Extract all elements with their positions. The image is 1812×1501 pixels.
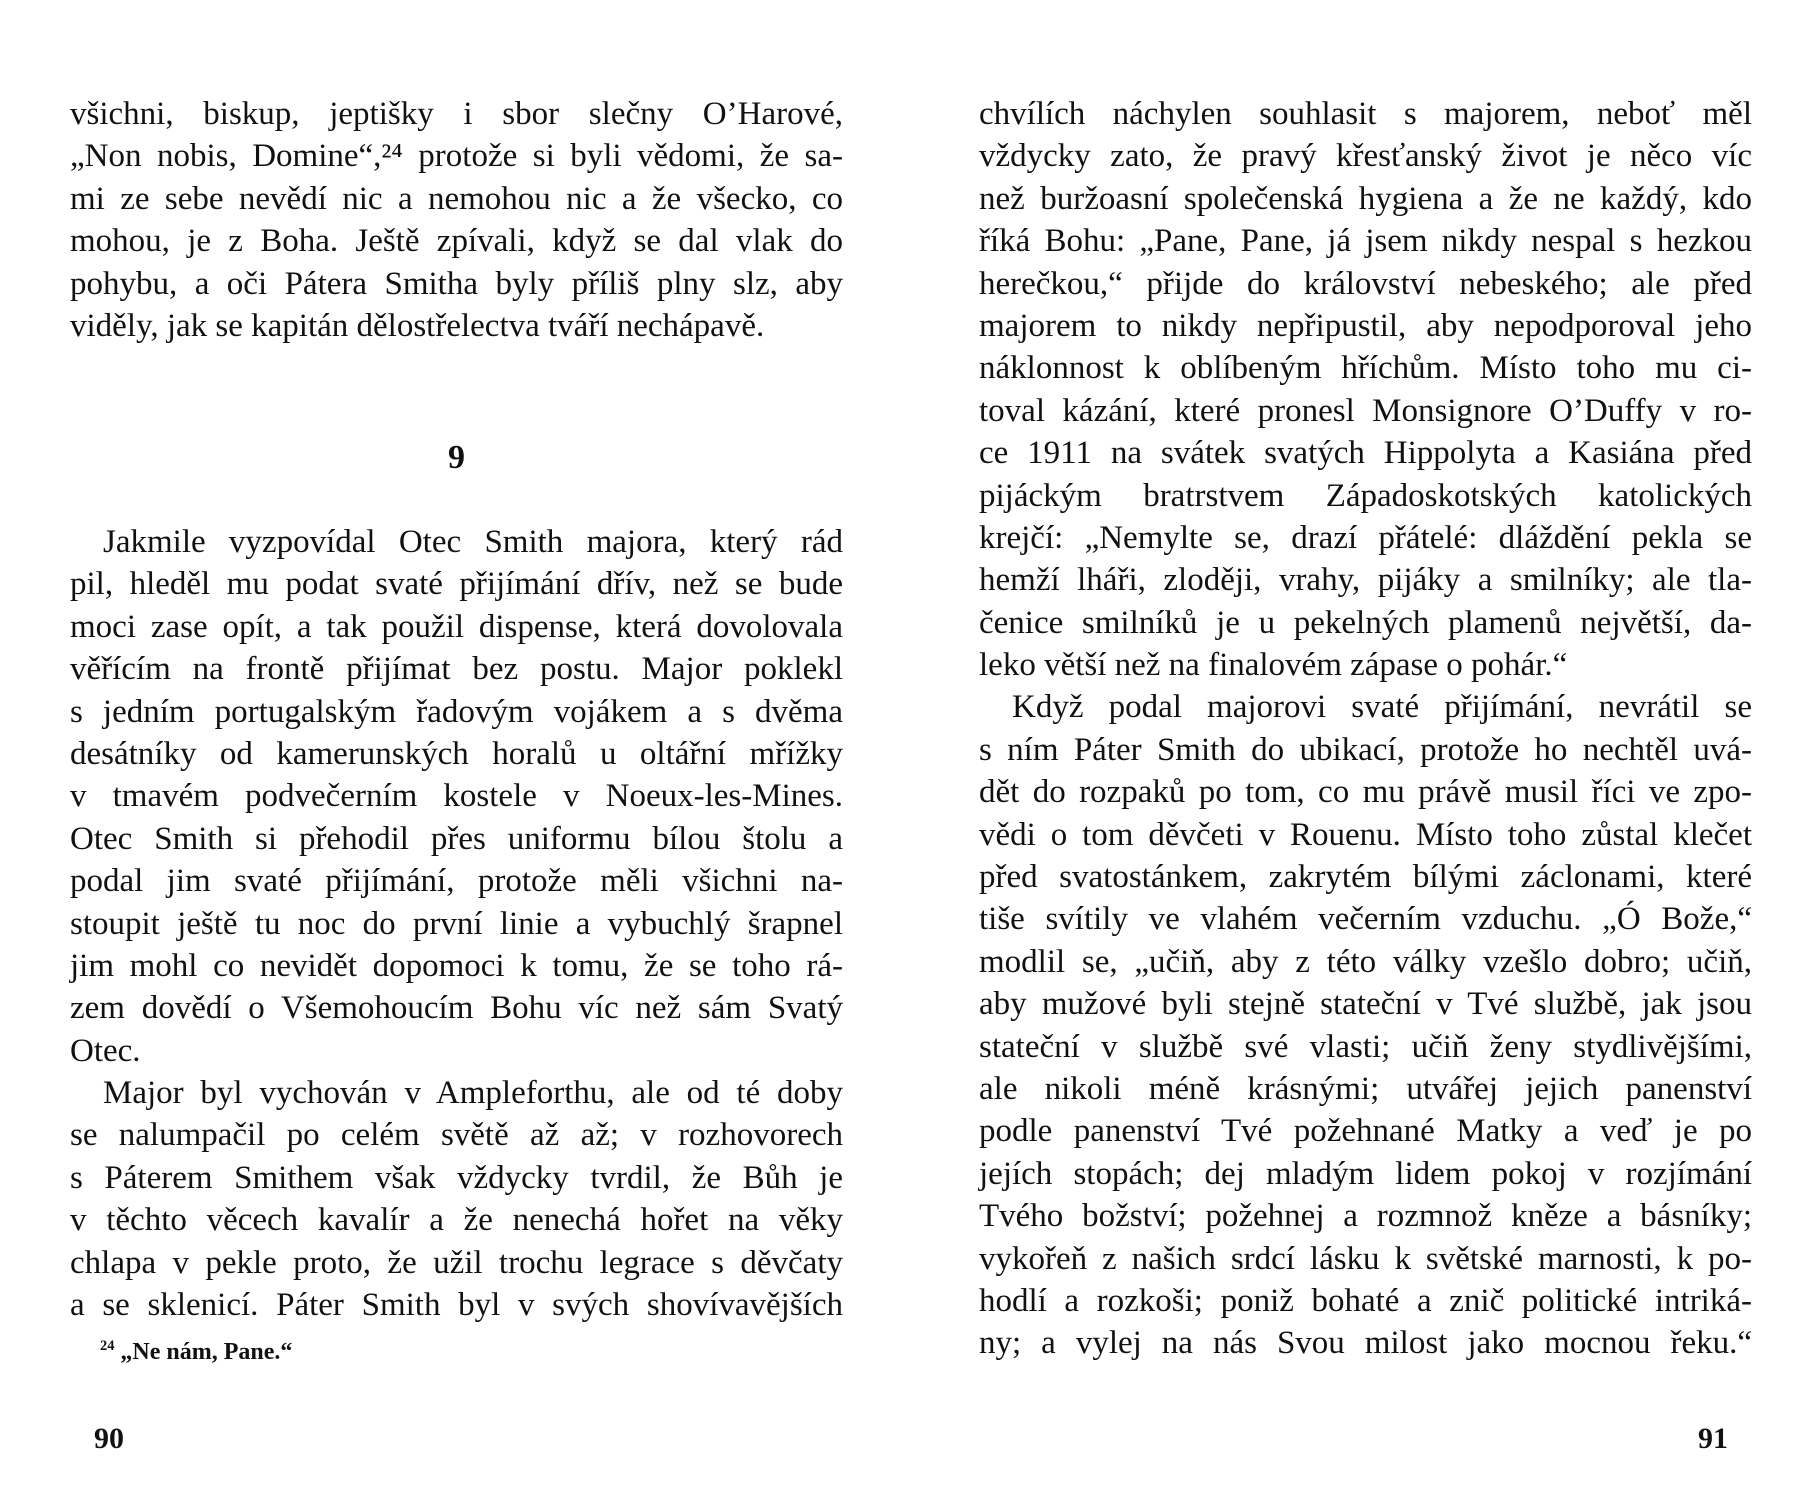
text-line: aby mužové byli stejně stateční v Tvé službě, jak jsou xyxy=(979,986,1752,1023)
text-line: před svatostánkem, zakrytém bílými záclonami, které xyxy=(979,859,1752,896)
page-number-left: 90 xyxy=(94,1422,124,1455)
text-line: čenice smilníků je u pekelných plamenů největší, da- xyxy=(979,604,1752,641)
text-line: vždycky zato, že pravý křesťanský život je něco víc xyxy=(979,138,1752,175)
text-line: pohybu, a oči Pátera Smitha byly příliš plny slz, aby xyxy=(70,265,843,302)
text-line: zem dovědí o Všemohoucím Bohu víc než sám Svatý xyxy=(70,990,843,1027)
text-line: mi ze sebe nevědí nic a nemohou nic a že všecko, co xyxy=(70,180,843,217)
text-line: hemží lháři, zloději, vrahy, pijáky a smilníky; ale tla- xyxy=(979,562,1752,599)
page-number-right: 91 xyxy=(1698,1422,1728,1455)
text-line: pijáckým bratrstvem Západoskotských katolických xyxy=(979,477,1752,514)
left-body xyxy=(70,521,843,1326)
text-line: leko větší než na finalovém zápase o pohár.“ xyxy=(979,647,1568,684)
text-line: „Non nobis, Domine“,²⁴ protože si byli vědomi, že sa- xyxy=(70,138,843,175)
text-line: majorem to nikdy nepřipustil, aby nepodporoval jeho xyxy=(979,307,1752,344)
chapter-number: 9 xyxy=(448,439,465,476)
text-line: říká Bohu: „Pane, Pane, já jsem nikdy nespal s hezkou xyxy=(979,223,1752,260)
text-line: s Páterem Smithem však vždycky tvrdil, že Bůh je xyxy=(70,1159,843,1196)
text-line: toval kázání, které pronesl Monsignore O’Duffy v ro- xyxy=(979,392,1752,429)
text-line: jim mohl co nevidět dopomoci k tomu, že se toho rá- xyxy=(70,947,843,984)
text-line: s jedním portugalským řadovým vojákem a s dvěma xyxy=(70,693,843,730)
text-line: než buržoasní společenská hygiena a že ne každý, kdo xyxy=(979,180,1752,217)
text-line: pil, hleděl mu podat svaté přijímání dřív, než se bude xyxy=(70,566,843,603)
text-line: stateční v službě své vlasti; učiň ženy stydlivějšími, xyxy=(979,1028,1752,1065)
text-line: Když podal majorovi svaté přijímání, nevrátil se xyxy=(1012,689,1752,726)
text-line: modlil se, „učiň, aby z této války vzešlo dobro; učiň, xyxy=(979,943,1752,980)
text-line: moci zase opít, a tak použil dispense, která dovolovala xyxy=(70,608,843,645)
left-top-paragraph xyxy=(70,93,843,347)
text-line: v těchto věcech kavalír a že nenechá hořet na věky xyxy=(70,1202,843,1239)
text-line: v tmavém podvečerním kostele v Noeux-les-Mines. xyxy=(70,778,843,815)
text-line: a se sklenicí. Páter Smith byl v svých shovívavějších xyxy=(70,1287,843,1324)
text-line: Jakmile vyzpovídal Otec Smith majora, který rád xyxy=(103,524,843,560)
text-line: vykořeň z našich srdcí lásku k světské marnosti, k po- xyxy=(979,1240,1752,1277)
text-line: stoupit ještě tu noc do první linie a vybuchlý šrapnel xyxy=(70,905,843,942)
text-line: podle panenství Tvé požehnané Matky a veď je po xyxy=(979,1113,1752,1150)
text-line: viděly, jak se kapitán dělostřelectva tváří nechápavě. xyxy=(70,307,765,344)
text-line: chvílích náchylen souhlasit s majorem, neboť měl xyxy=(979,96,1752,132)
text-line: jejích stopách; dej mladým lidem pokoj v rozjímání xyxy=(979,1155,1752,1192)
text-line: desátníky od kamerunských horalů u oltářní mřížky xyxy=(70,735,843,772)
text-line: ce 1911 na svátek svatých Hippolyta a Kasiána před xyxy=(979,435,1752,472)
text-line: vědi o tom děvčeti v Rouenu. Místo toho zůstal klečet xyxy=(979,816,1752,853)
footnote-text: „Ne nám, Pane.“ xyxy=(120,1339,293,1365)
right-body xyxy=(979,93,1752,1365)
text-line: krejčí: „Nemylte se, drazí přátelé: dláždění pekla se xyxy=(979,519,1752,556)
text-line: Major byl vychován v Ampleforthu, ale od té doby xyxy=(103,1075,843,1112)
text-line: s ním Páter Smith do ubikací, protože ho nechtěl uvá- xyxy=(979,731,1752,768)
text-line: ny; a vylej na nás Svou milost jako mocnou řeku.“ xyxy=(979,1325,1752,1362)
text-line: Tvého božství; požehnej a rozmnož kněze a básníky; xyxy=(979,1198,1752,1235)
text-line: dět do rozpaků po tom, co mu právě musil říci ve zpo- xyxy=(979,774,1752,811)
text-line: podal jim svaté přijímání, protože měli všichni na- xyxy=(70,863,843,900)
text-line: ale nikoli méně krásnými; utvářej jejich panenství xyxy=(979,1070,1752,1107)
text-line: mohou, je z Boha. Ještě zpívali, když se dal vlak do xyxy=(70,223,843,260)
text-line: hodlí a rozkoši; poniž bohaté a znič politické intriká- xyxy=(979,1282,1752,1319)
footnote-mark: 24 xyxy=(100,1338,115,1354)
text-line: Otec. xyxy=(70,1032,141,1069)
text-line: věřícím na frontě přijímat bez postu. Major poklekl xyxy=(70,651,843,688)
right-page xyxy=(979,0,1752,1501)
text-line: chlapa v pekle proto, že užil trochu legrace s děvčaty xyxy=(70,1244,843,1281)
text-line: Otec Smith si přehodil přes uniformu bílou štolu a xyxy=(70,820,843,857)
footnote xyxy=(100,1337,292,1367)
text-line: se nalumpačil po celém světě až až; v rozhovorech xyxy=(70,1117,843,1154)
left-page xyxy=(70,0,843,1501)
text-line: herečkou,“ přijde do království nebeského; ale před xyxy=(979,265,1752,302)
text-line: tiše svítily ve vlahém večerním vzduchu. „Ó Bože,“ xyxy=(979,901,1752,938)
text-line: všichni, biskup, jeptišky i sbor slečny O’Harové, xyxy=(70,96,843,132)
text-line: náklonnost k oblíbeným hříchům. Místo toho mu ci- xyxy=(979,350,1752,387)
